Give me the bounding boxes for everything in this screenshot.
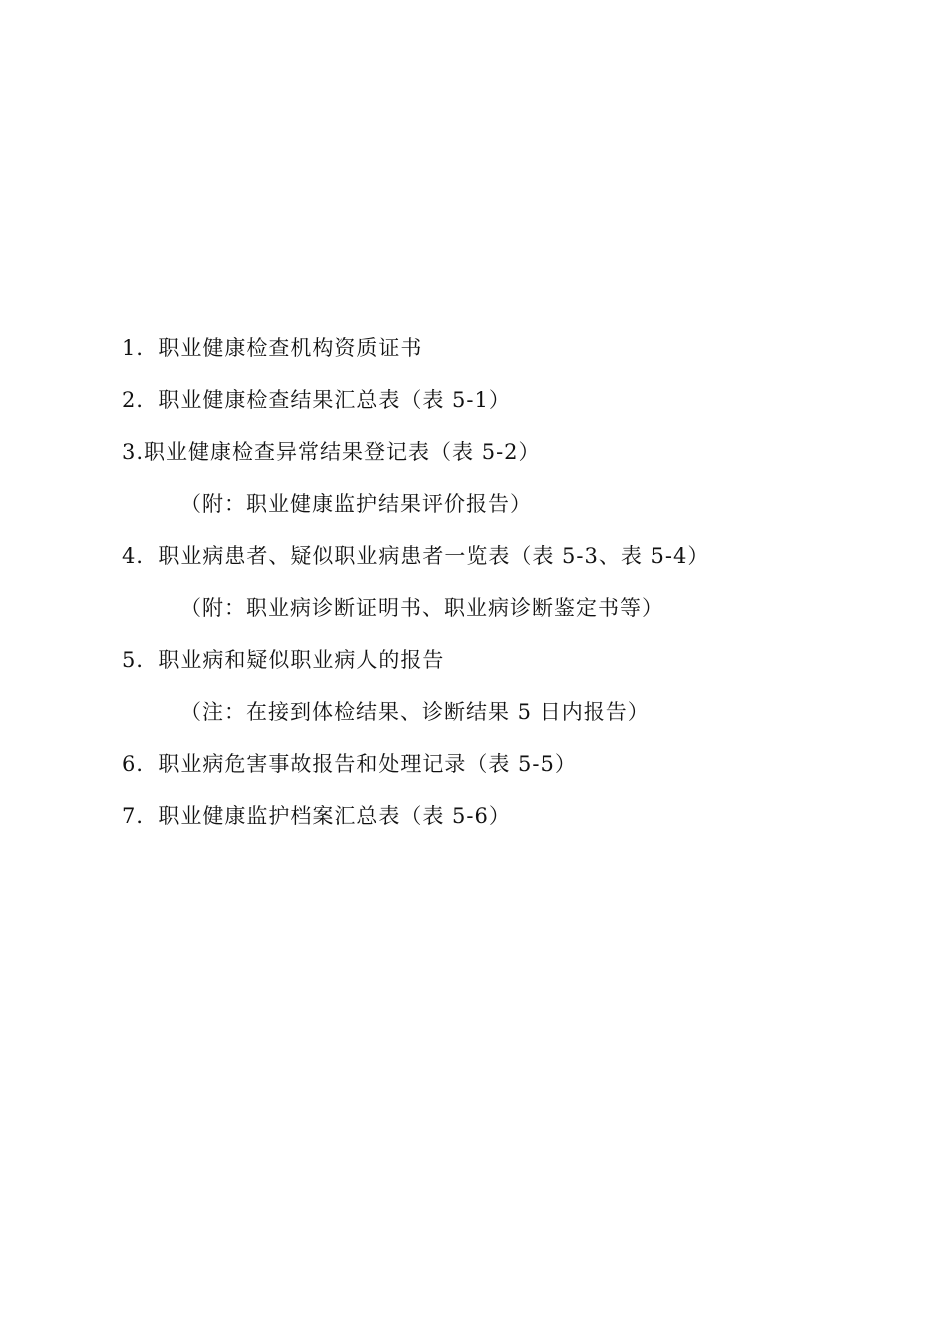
list-item-4-note: （附：职业病诊断证明书、职业病诊断鉴定书等） xyxy=(180,596,664,620)
list-item-5-note: （注：在接到体检结果、诊断结果 5 日内报告） xyxy=(180,700,650,724)
list-item-6: 6．职业病危害事故报告和处理记录（表 5-5） xyxy=(122,752,577,776)
list-item-1: 1．职业健康检查机构资质证书 xyxy=(122,336,423,360)
list-item-3: 3.职业健康检查异常结果登记表（表 5-2） xyxy=(122,440,541,464)
list-item-7: 7．职业健康监护档案汇总表（表 5-6） xyxy=(122,804,511,828)
list-item-2: 2．职业健康检查结果汇总表（表 5-1） xyxy=(122,388,511,412)
list-item-3-note: （附：职业健康监护结果评价报告） xyxy=(180,492,532,516)
list-item-5: 5．职业病和疑似职业病人的报告 xyxy=(122,648,445,672)
list-item-4: 4．职业病患者、疑似职业病患者一览表（表 5-3、表 5-4） xyxy=(122,544,710,568)
